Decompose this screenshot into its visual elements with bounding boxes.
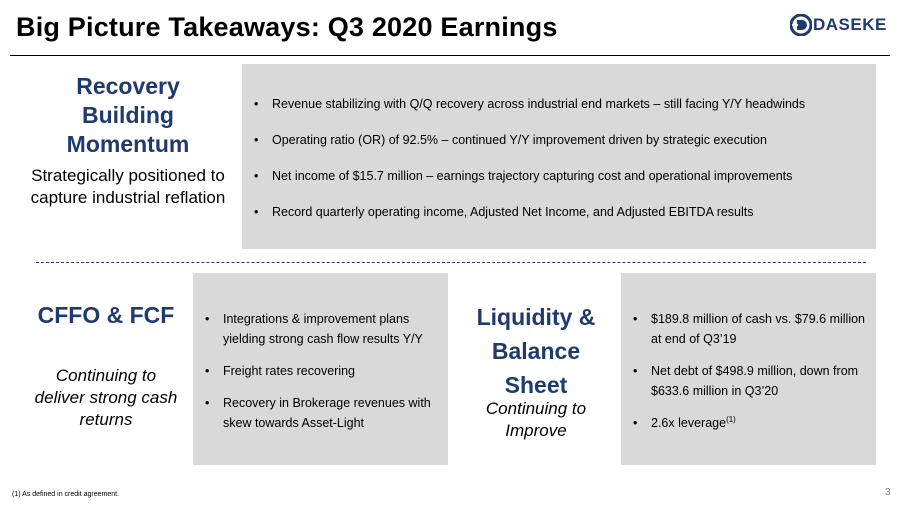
- cffo-subtitle: Continuing to deliver strong cash returns: [34, 366, 178, 429]
- cffo-bullet-list: [223, 309, 441, 445]
- list-item: • Operating ratio (OR) of 92.5% – continued Y/Y improvement driven by strategic execution: [272, 133, 805, 169]
- liquidity-heading: [462, 300, 610, 402]
- page-title: Big Picture Takeaways: Q3 2020 Earnings: [16, 12, 558, 42]
- list-item: • Record quarterly operating income, Adjusted Net Income, and Adjusted EBITDA results: [272, 205, 805, 241]
- list-item: • $189.8 million of cash vs. $79.6 million at end of Q3’19: [651, 309, 869, 349]
- recovery-bullet-list: [272, 97, 805, 241]
- list-item: • Revenue stabilizing with Q/Q recovery across industrial end markets – still facing Y/Y headwinds: [272, 97, 805, 133]
- footnote-marker: (1): [726, 414, 736, 424]
- list-item: • Net debt of $498.9 million, down from $633.6 million in Q3’20: [651, 361, 869, 401]
- liquidity-heading-line1: Liquidity & Balance: [476, 304, 596, 364]
- daseke-logo-icon: [790, 14, 812, 36]
- recovery-panel: [242, 64, 876, 249]
- list-item: • Integrations & improvement plans yielding strong cash flow results Y/Y: [223, 309, 441, 349]
- recovery-heading: Recovery Building Momentum: [66, 73, 190, 157]
- footnote: (1) As defined in credit agreement.: [12, 491, 120, 498]
- section-divider: [36, 262, 866, 263]
- liquidity-subtitle: Continuing to Improve: [485, 399, 587, 440]
- cffo-panel: [193, 273, 448, 465]
- liquidity-heading-line2: Sheet: [504, 372, 568, 398]
- leverage-text: 2.6x leverage: [651, 416, 727, 430]
- recovery-subtitle: Strategically positioned to capture industrial reflation: [30, 166, 226, 207]
- cffo-heading: CFFO & FCF: [37, 302, 175, 328]
- liquidity-bullet-list: [651, 309, 869, 445]
- company-logo: [790, 14, 887, 36]
- list-item: • Freight rates recovering: [223, 361, 441, 381]
- logo-wordmark: DASEKE: [813, 15, 887, 34]
- list-item: • Recovery in Brokerage revenues with skew towards Asset-Light: [223, 393, 441, 433]
- list-item: • Net income of $15.7 million – earnings trajectory capturing cost and operational improvements: [272, 169, 805, 205]
- page-number: 3: [885, 487, 891, 498]
- liquidity-panel: [621, 273, 876, 465]
- title-divider: [10, 55, 890, 56]
- list-item: [651, 413, 869, 433]
